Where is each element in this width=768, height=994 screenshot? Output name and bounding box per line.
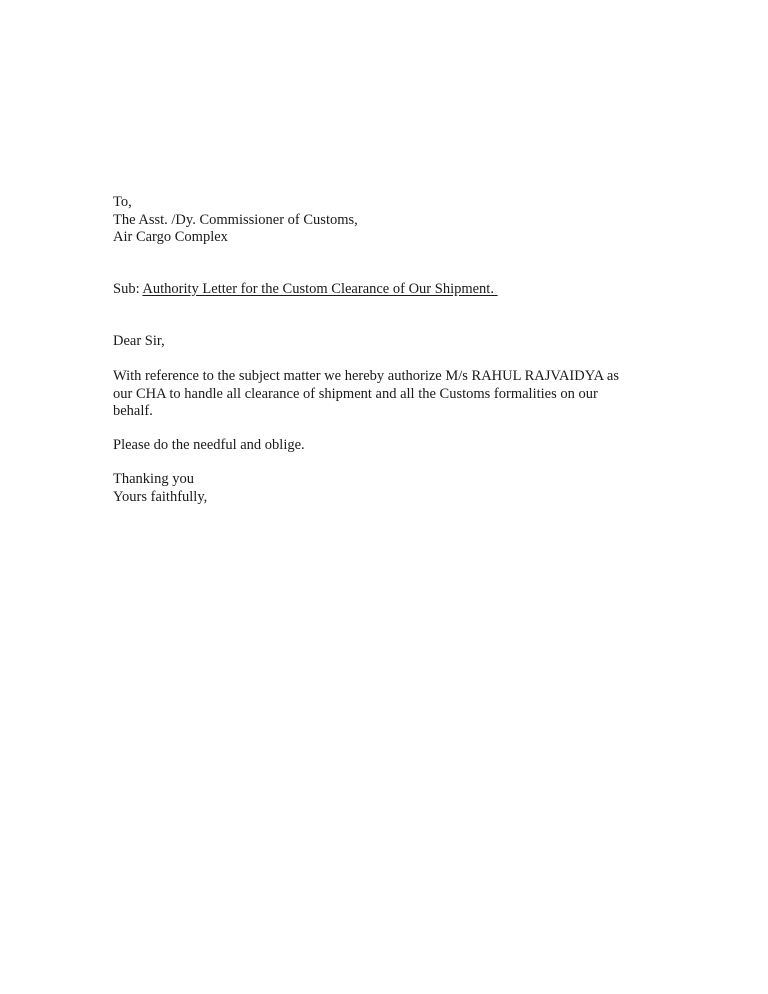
closing [113,471,673,506]
subject-prefix: Sub: [113,281,140,297]
recipient-address [113,194,673,247]
address-line-recipient: The Asst. /Dy. Commissioner of Customs, [113,211,358,228]
address-line-to: To, [113,194,132,210]
subject-text: Authority Letter for the Custom Clearance of Our Shipment. [142,281,498,297]
body-line: With reference to the subject matter we hereby authorize M/s RAHUL RAJVAIDYA as [113,368,619,384]
request-text: Please do the needful and oblige. [113,437,305,453]
salutation-text: Dear Sir, [113,333,165,349]
address-line-location: Air Cargo Complex [113,229,228,245]
closing-thanks: Thanking you [113,471,194,487]
body-line: our CHA to handle all clearance of shipment and all the Customs formalities on our [113,385,598,402]
request-paragraph [113,437,673,455]
body-line: behalf. [113,403,153,419]
subject-line [113,281,673,299]
salutation [113,333,673,351]
body-paragraph [113,368,658,421]
closing-signoff: Yours faithfully, [113,488,208,505]
